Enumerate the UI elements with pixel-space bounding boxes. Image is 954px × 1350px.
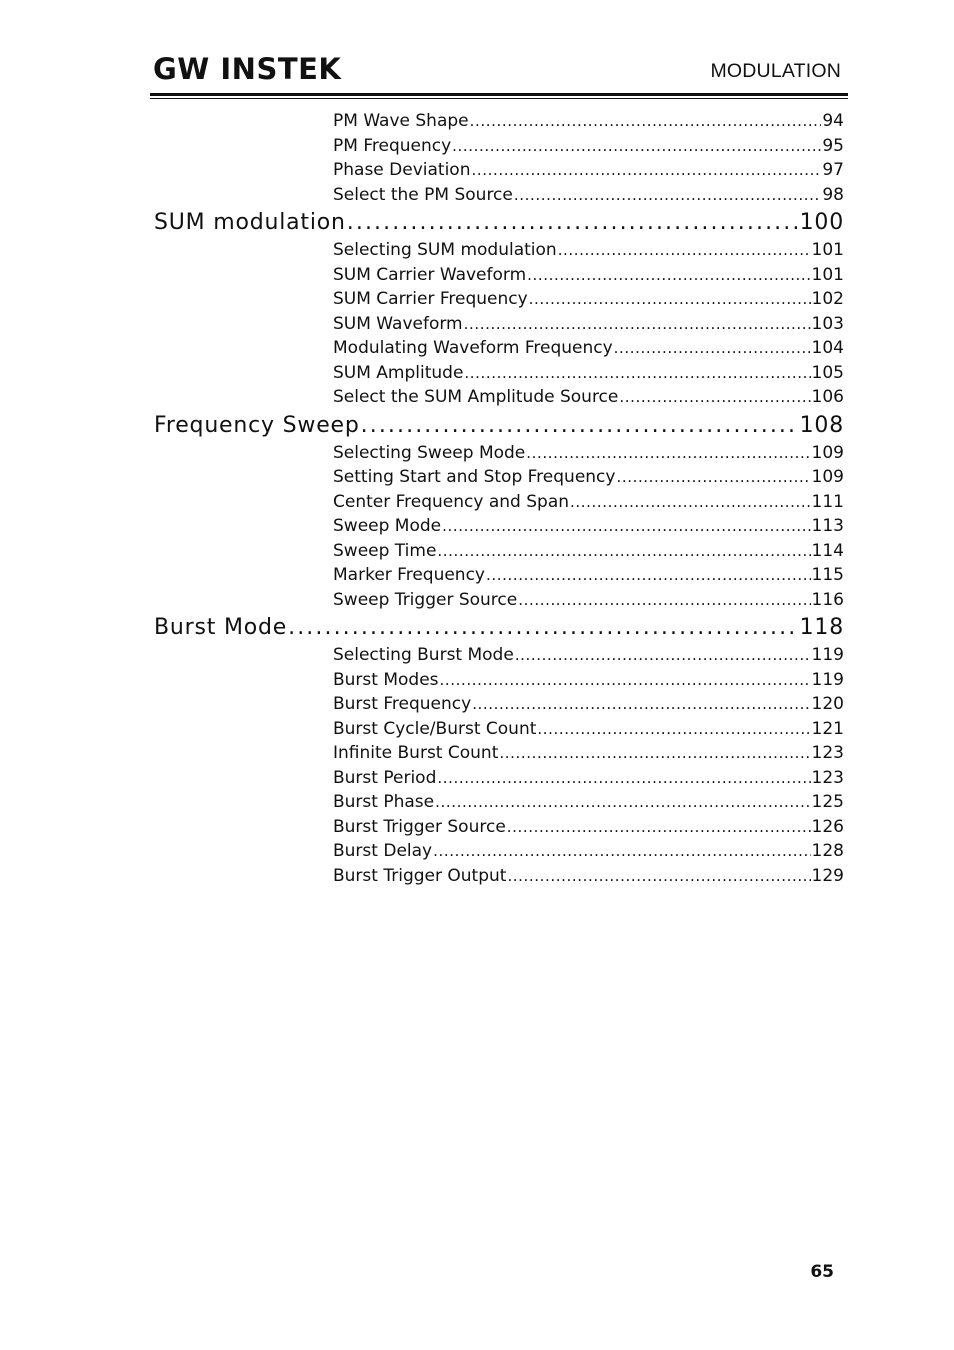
page-number: 65 [810,1262,834,1282]
toc-entry-page: 128 [811,841,844,861]
dot-leader [442,514,810,539]
toc-entry-page: 114 [811,540,844,561]
toc-entry[interactable] [333,815,844,840]
dot-leader [527,263,810,288]
toc-entry-page: 101 [811,240,844,260]
dot-leader [347,207,799,238]
dot-leader [558,238,811,263]
toc-entry-title: Select the SUM Amplitude Source [333,387,619,407]
table-of-contents [154,109,844,888]
toc-entry[interactable] [333,864,844,889]
toc-entry-title: Setting Start and Stop Frequency [333,467,616,487]
toc-entry[interactable] [333,158,844,183]
dot-leader [507,864,810,889]
toc-entry-title: Burst Period [333,767,437,788]
toc-entry-page: 100 [799,210,844,235]
toc-entry-title: Burst Frequency [333,694,472,714]
toc-entry-title: SUM Waveform [333,313,463,334]
toc-entry-page: 108 [799,412,844,438]
toc-entry-page: 98 [822,184,844,205]
toc-entry-page: 125 [811,792,844,812]
toc-entry-title: Selecting SUM modulation [333,240,557,260]
toc-entry[interactable] [333,766,844,791]
toc-entry[interactable] [333,668,844,693]
dot-leader [537,717,810,742]
dot-leader [499,741,810,766]
toc-chapter-entry[interactable] [154,612,844,643]
toc-entry-title: Selecting Burst Mode [333,645,514,665]
toc-entry-page: 101 [811,264,844,285]
dot-leader [518,588,810,613]
toc-entry-page: 105 [811,362,844,383]
dot-leader [437,539,810,564]
toc-entry-title: Sweep Mode [333,516,442,536]
toc-entry-title: PM Frequency [333,135,452,156]
toc-entry-title: Sweep Time [333,540,437,561]
toc-entry-title: Marker Frequency [333,565,485,585]
toc-entry-page: 106 [811,387,844,407]
toc-entry-title: SUM Amplitude [333,362,464,383]
toc-entry[interactable] [333,134,844,159]
toc-entry[interactable] [333,514,844,539]
toc-entry[interactable] [333,539,844,564]
header-rule-thick [150,93,848,96]
toc-entry-page: 102 [811,289,844,309]
toc-entry[interactable] [333,790,844,815]
toc-entry-title: Select the PM Source [333,184,513,205]
toc-entry[interactable] [333,312,844,337]
toc-entry-page: 109 [811,467,844,487]
toc-entry-title: SUM modulation [154,210,346,235]
toc-entry-title: Selecting Sweep Mode [333,442,526,463]
toc-entry[interactable] [333,465,844,490]
toc-entry-page: 94 [822,111,844,131]
toc-entry[interactable] [333,490,844,515]
toc-entry-title: SUM Carrier Waveform [333,264,527,285]
dot-leader [435,790,810,815]
toc-entry[interactable] [333,692,844,717]
toc-entry-title: Burst Mode [154,615,288,640]
header-rule-thin [150,98,848,99]
toc-entry-title: Burst Modes [333,669,439,690]
toc-entry-page: 104 [811,338,844,358]
toc-entry-title: Burst Phase [333,792,435,812]
dot-leader [464,361,810,386]
toc-entry[interactable] [333,238,844,263]
toc-entry[interactable] [333,588,844,613]
toc-entry[interactable] [333,563,844,588]
toc-entry-title: Sweep Trigger Source [333,589,518,610]
toc-entry-title: Infinite Burst Count [333,743,499,763]
dot-leader [616,465,810,490]
toc-entry[interactable] [333,336,844,361]
toc-entry[interactable] [333,287,844,312]
toc-entry-page: 103 [811,313,844,334]
toc-entry-title: Modulating Waveform Frequency [333,338,613,358]
toc-entry-page: 126 [811,816,844,837]
toc-chapter-entry[interactable] [154,207,844,238]
dot-leader [464,312,811,337]
section-title: MODULATION [710,60,841,82]
toc-entry-page: 120 [811,694,844,714]
toc-entry[interactable] [333,109,844,134]
dot-leader [619,385,810,410]
gw-instek-logo: GW INSTEK [153,52,342,86]
dot-leader [486,563,811,588]
toc-entry-title: Burst Cycle/Burst Count [333,718,537,739]
dot-leader [472,692,810,717]
toc-entry[interactable] [333,385,844,410]
toc-entry-page: 121 [811,718,844,739]
dot-leader [437,766,810,791]
toc-entry[interactable] [333,263,844,288]
toc-entry-page: 113 [811,516,844,536]
toc-entry-title: Burst Trigger Output [333,865,507,886]
toc-entry-page: 109 [811,442,844,463]
dot-leader [514,183,821,208]
dot-leader [440,668,811,693]
dot-leader [470,109,822,134]
toc-entry-title: Burst Delay [333,841,433,861]
dot-leader [433,839,810,864]
toc-entry-page: 97 [822,160,844,180]
toc-entry-title: Center Frequency and Span [333,491,570,512]
dot-leader [526,441,810,466]
toc-entry-page: 123 [811,767,844,788]
toc-entry[interactable] [333,717,844,742]
toc-entry[interactable] [333,839,844,864]
toc-chapter-entry[interactable] [154,410,844,441]
toc-entry-title: PM Wave Shape [333,111,469,131]
toc-entry-title: SUM Carrier Frequency [333,289,528,309]
toc-entry-page: 119 [811,645,844,665]
toc-entry-page: 119 [811,669,844,690]
toc-entry-page: 115 [811,565,844,585]
dot-leader [288,612,798,643]
toc-entry-title: Frequency Sweep [154,412,360,438]
toc-entry[interactable] [333,361,844,386]
dot-leader [570,490,811,515]
toc-entry-page: 118 [799,615,844,640]
toc-entry[interactable] [333,441,844,466]
toc-entry-title: Burst Trigger Source [333,816,506,837]
toc-entry-page: 123 [811,743,844,763]
dot-leader [529,287,811,312]
toc-entry-title: Phase Deviation [333,160,471,180]
toc-entry[interactable] [333,741,844,766]
dot-leader [614,336,811,361]
toc-entry-page: 111 [811,491,844,512]
dot-leader [452,134,821,159]
toc-entry-page: 116 [811,589,844,610]
toc-entry[interactable] [333,183,844,208]
dot-leader [471,158,821,183]
dot-leader [515,643,811,668]
toc-entry-page: 95 [822,135,844,156]
toc-entry[interactable] [333,643,844,668]
toc-entry-page: 129 [811,865,844,886]
dot-leader [507,815,811,840]
dot-leader [361,410,799,441]
